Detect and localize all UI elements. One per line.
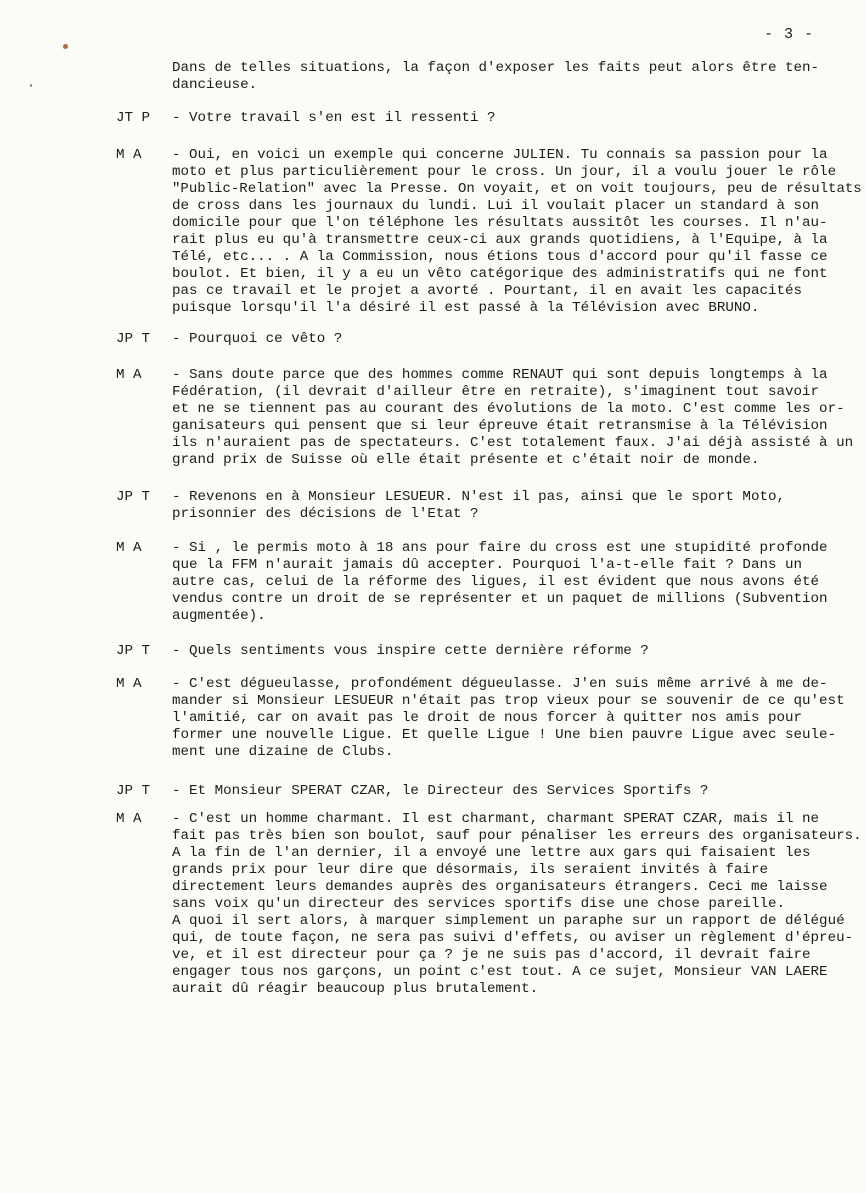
speech-text — [172, 367, 862, 469]
speech-line: - Pourquoi ce vêto ? — [172, 331, 343, 347]
speech-line: boulot. Et bien, il y a eu un vêto catégorique des administratifs qui ne font — [172, 266, 828, 282]
speaker-label: M A — [116, 676, 142, 692]
speaker-label: M A — [116, 367, 142, 383]
speech-text — [172, 811, 862, 998]
dialogue-turn — [116, 367, 861, 469]
speech-line: vendus contre un droit de se représenter et un paquet de millions (Subvention — [172, 591, 828, 607]
ink-mark — [30, 84, 32, 87]
speaker-label: M A — [116, 811, 142, 827]
speech-text — [172, 643, 862, 660]
speech-line: - Quels sentiments vous inspire cette dernière réforme ? — [172, 643, 649, 659]
speech-text — [172, 489, 862, 523]
speech-line: - Revenons en à Monsieur LESUEUR. N'est il pas, ainsi que le sport Moto, — [172, 489, 785, 505]
speaker-label: JP T — [116, 643, 151, 659]
speech-line: ment une dizaine de Clubs. — [172, 744, 394, 760]
speech-line: directement leurs demandes auprès des organisateurs étrangers. Ceci me laisse — [172, 879, 828, 895]
speech-line: grands prix pour leur dire que désormais, ils seraient invités à faire — [172, 862, 768, 878]
speech-line: former une nouvelle Ligue. Et quelle Ligue ! Une bien pauvre Ligue avec seule- — [172, 727, 837, 743]
speech-line: mander si Monsieur LESUEUR n'était pas trop vieux pour se souvenir de ce qu'est — [172, 693, 845, 709]
dialogue-turn — [116, 643, 861, 660]
speaker-label: JP T — [116, 489, 151, 505]
page-number: - 3 - — [764, 26, 815, 43]
speech-line: - Oui, en voici un exemple qui concerne JULIEN. Tu connais sa passion pour la — [172, 147, 828, 163]
speech-line: prisonnier des décisions de l'Etat ? — [172, 506, 479, 522]
speech-text — [172, 110, 862, 127]
dialogue-turn — [116, 110, 861, 127]
speech-line: - Sans doute parce que des hommes comme RENAUT qui sont depuis longtemps à la — [172, 367, 828, 383]
dialogue-turn — [116, 676, 861, 761]
ink-speck — [63, 44, 68, 49]
speech-line: ils n'auraient pas de spectateurs. C'est totalement faux. J'ai déjà assisté à un — [172, 435, 854, 451]
speech-line: qui, de toute façon, ne sera pas suivi d'effets, ou aviser un règlement d'épreu- — [172, 930, 854, 946]
speech-text — [172, 331, 862, 348]
speech-line: sans voix qu'un directeur des services sportifs dise une chose pareille. — [172, 896, 785, 912]
speech-line: autre cas, celui de la réforme des ligues, il est évident que nous avons été — [172, 574, 820, 590]
speech-text — [172, 676, 862, 761]
speech-line: A la fin de l'an dernier, il a envoyé une lettre aux gars qui faisaient les — [172, 845, 811, 861]
speech-line: et ne se tiennent pas au courant des évolutions de la moto. C'est comme les or- — [172, 401, 845, 417]
speech-line: puisque lorsqu'il l'a désiré il est passé à la Télévision avec BRUNO. — [172, 300, 760, 316]
dialogue-turn — [116, 489, 861, 523]
dialogue-turn — [116, 331, 861, 348]
intro-paragraph — [172, 60, 852, 94]
speaker-label: M A — [116, 540, 142, 556]
speech-line: moto et plus particulièrement pour le cross. Un jour, il a voulu jouer le rôle — [172, 164, 837, 180]
intro-line: Dans de telles situations, la façon d'exposer les faits peut alors être ten- — [172, 60, 820, 76]
speech-text — [172, 540, 862, 625]
speech-line: "Public-Relation" avec la Presse. On voyait, et on voit toujours, peu de résultats — [172, 181, 862, 197]
speech-line: A quoi il sert alors, à marquer simplement un paraphe sur un rapport de délégué — [172, 913, 845, 929]
speech-line: aurait dû réagir beaucoup plus brutalement. — [172, 981, 539, 997]
speech-text — [172, 783, 862, 800]
dialogue-turn — [116, 811, 861, 998]
speech-line: rait plus eu qu'à transmettre ceux-ci aux grands quotidiens, à l'Equipe, à la — [172, 232, 828, 248]
speaker-label: JT P — [116, 110, 151, 126]
speech-line: Fédération, (il devrait d'ailleur être en retraite), s'imaginent tout savoir — [172, 384, 820, 400]
speech-line: ganisateurs qui pensent que si leur épreuve était retransmise à la Télévision — [172, 418, 828, 434]
speech-line: l'amitié, car on avait pas le droit de nous forcer à quitter nos amis pour — [172, 710, 803, 726]
speaker-label: JP T — [116, 783, 151, 799]
speech-line: fait pas très bien son boulot, sauf pour pénaliser les erreurs des organisateurs. — [172, 828, 862, 844]
speech-line: de cross dans les journaux du lundi. Lui il voulait placer un standard à son — [172, 198, 820, 214]
speech-line: augmentée). — [172, 608, 266, 624]
speech-line: ve, et il est directeur pour ça ? je ne suis pas d'accord, il devrait faire — [172, 947, 811, 963]
dialogue-turn — [116, 147, 861, 317]
speech-line: - Votre travail s'en est il ressenti ? — [172, 110, 496, 126]
speaker-label: M A — [116, 147, 142, 163]
dialogue-turn — [116, 783, 861, 800]
speech-line: Télé, etc... . A la Commission, nous étions tous d'accord pour qu'il fasse ce — [172, 249, 828, 265]
speech-line: engager tous nos garçons, un point c'est tout. A ce sujet, Monsieur VAN LAERE — [172, 964, 828, 980]
speaker-label: JP T — [116, 331, 151, 347]
intro-line: dancieuse. — [172, 77, 258, 93]
speech-line: que la FFM n'aurait jamais dû accepter. Pourquoi l'a-t-elle fait ? Dans un — [172, 557, 803, 573]
speech-line: domicile pour que l'on téléphone les résultats aussitôt les courses. Il n'au- — [172, 215, 828, 231]
speech-line: - Et Monsieur SPERAT CZAR, le Directeur des Services Sportifs ? — [172, 783, 709, 799]
dialogue-turn — [116, 540, 861, 625]
speech-line: - C'est dégueulasse, profondément dégueulasse. J'en suis même arrivé à me de- — [172, 676, 828, 692]
speech-line: - C'est un homme charmant. Il est charmant, charmant SPERAT CZAR, mais il ne — [172, 811, 820, 827]
speech-line: pas ce travail et le projet a avorté . Pourtant, il en avait les capacités — [172, 283, 803, 299]
speech-line: grand prix de Suisse où elle était présente et c'était noir de monde. — [172, 452, 760, 468]
speech-line: - Si , le permis moto à 18 ans pour faire du cross est une stupidité profonde — [172, 540, 828, 556]
speech-text — [172, 147, 862, 317]
